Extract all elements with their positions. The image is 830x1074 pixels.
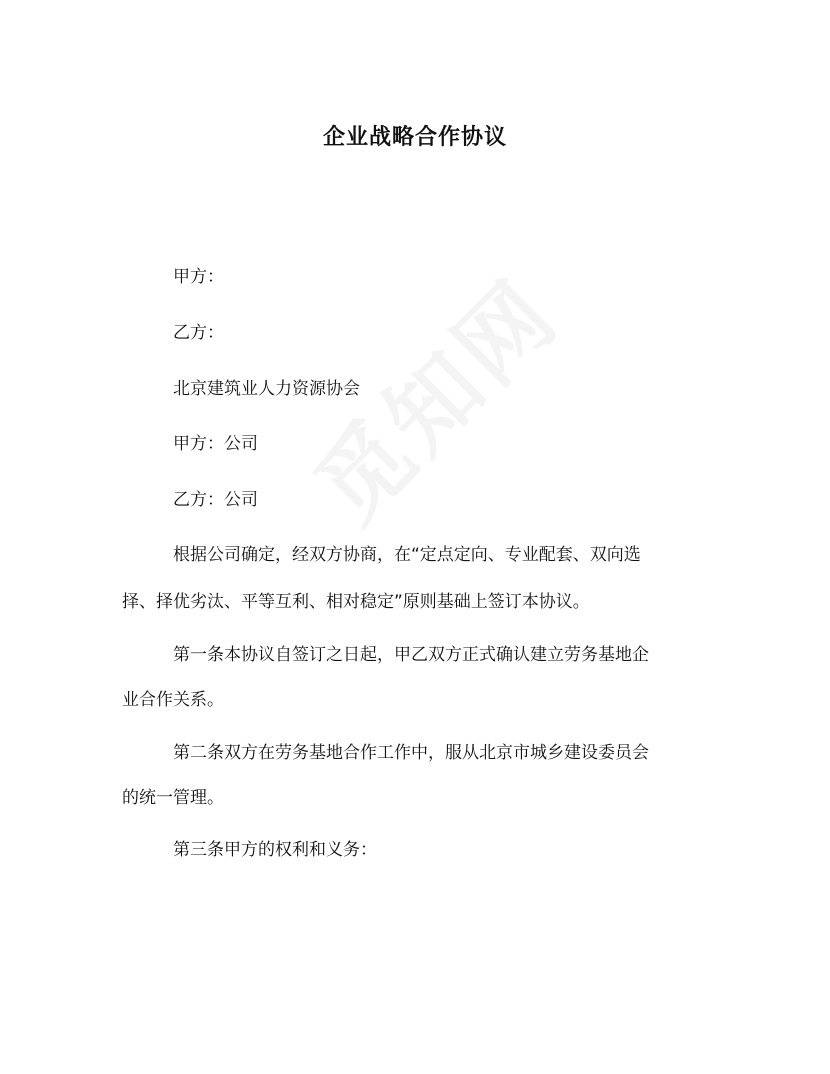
paragraph-2-line-1: 第一条本协议自签订之日起，甲乙双方正式确认建立劳务基地企 [173,645,649,665]
document-title: 企业战略合作协议 [322,125,507,150]
paragraph-2-line-2: 业合作关系。 [122,690,224,710]
paragraph-1-line-2: 择、择优劣汰、平等互利、相对稳定”原则基础上签订本协议。 [122,592,590,612]
party-b-company: 乙方：公司 [173,490,258,510]
paragraph-1-line-1: 根据公司确定，经双方协商，在“定点定向、专业配套、双向选 [173,545,641,565]
paragraph-4-line-1: 第三条甲方的权利和义务： [173,840,377,860]
paragraph-3-line-2: 的统一管理。 [122,788,224,808]
party-a-company: 甲方：公司 [173,434,258,454]
party-b-label: 乙方： [173,323,224,343]
association-name: 北京建筑业人力资源协会 [173,379,360,399]
party-a-label: 甲方： [173,267,224,287]
paragraph-3-line-1: 第二条双方在劳务基地合作工作中，服从北京市城乡建设委员会 [173,743,649,763]
